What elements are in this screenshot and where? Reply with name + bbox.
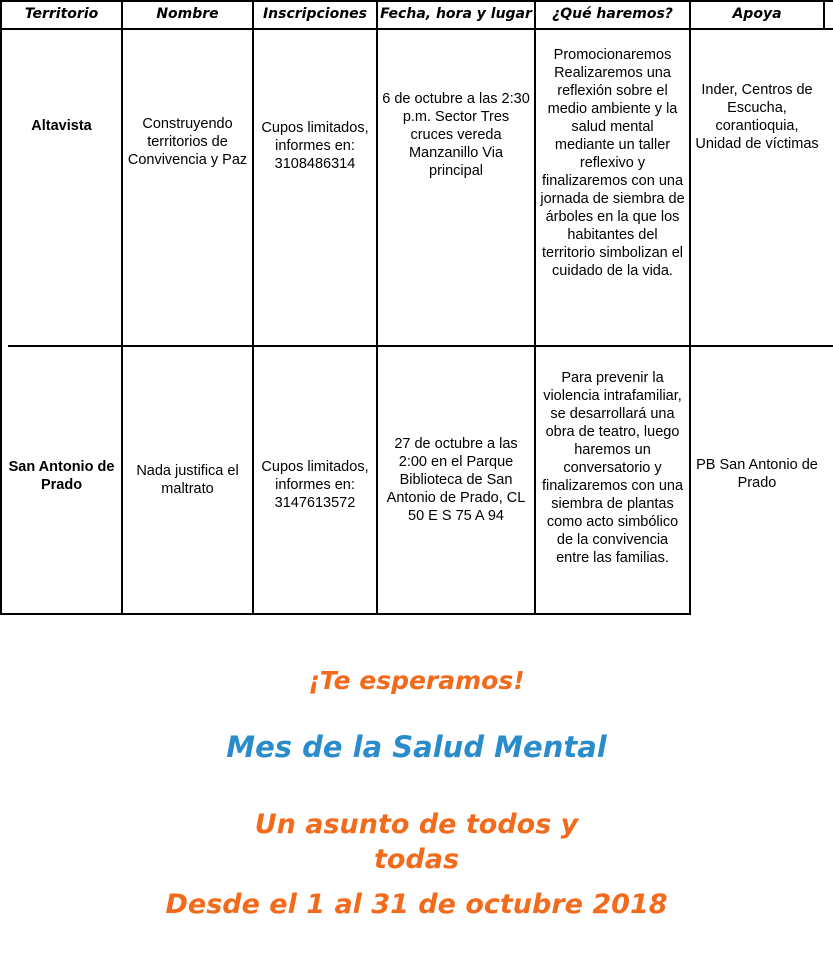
row1-territorio: Altavista: [31, 118, 92, 134]
header-inscripciones: Inscripciones: [262, 6, 368, 22]
row2-inscripciones: Cupos limitados, informes en: 3147613572: [261, 459, 369, 511]
col-line-2: [252, 0, 254, 615]
header-divider: [0, 28, 833, 30]
header-que-haremos: ¿Qué haremos?: [552, 6, 673, 22]
row-divider: [8, 345, 833, 347]
row2-nombre: Nada justifica el maltrato: [136, 463, 239, 497]
header-fecha: Fecha, hora y lugar: [380, 6, 532, 22]
row2-territorio: San Antonio de Prado: [8, 459, 115, 493]
col-line-0: [0, 0, 2, 615]
row1-apoya: Inder, Centros de Escucha, corantioquia, Unidad de víctimas: [695, 82, 819, 152]
table-bottom-border: [0, 613, 690, 615]
tagline-line1: Un asunto de todos y: [254, 809, 579, 840]
header-nombre: Nombre: [156, 6, 219, 22]
campaign-title: Mes de la Salud Mental: [226, 730, 607, 764]
row2-apoya: PB San Antonio de Prado: [696, 457, 818, 491]
row1-fecha: 6 de octubre a las 2:30 p.m. Sector Tres cruces vereda Manzanillo Via principal: [382, 91, 530, 179]
row1-nombre: Construyendo territorios de Convivencia y Paz: [127, 116, 248, 168]
header-territorio: Territorio: [24, 6, 99, 22]
row1-inscripciones: Cupos limitados, informes en: 3108486314: [261, 120, 369, 172]
row1-que-haremos: Promocionaremos Realizaremos una reflexión sobre el medio ambiente y la salud mental mediante un taller reflexivo y finalizaremos con una jornada de siembra de árboles en la que los habitantes del territorio simbolizan el cuidado de la vida.: [540, 47, 685, 279]
tagline-line2: todas: [373, 844, 460, 875]
col-line-1: [121, 0, 123, 615]
col-line-6: [823, 0, 825, 30]
row2-fecha: 27 de octubre a las 2:00 en el Parque Biblioteca de San Antonio de Prado, CL 50 E S 75 A 94: [386, 436, 526, 524]
header-apoya: Apoya: [732, 6, 782, 22]
greeting: ¡Te esperamos!: [308, 666, 525, 695]
campaign-dates: Desde el 1 al 31 de octubre 2018: [165, 889, 668, 920]
row2-que-haremos: Para prevenir la violencia intrafamiliar, se desarrollará una obra de teatro, luego haremos un conversatorio y finalizaremos con una siembra de plantas como acto simbólico de la convivencia entre las familias.: [541, 370, 684, 566]
